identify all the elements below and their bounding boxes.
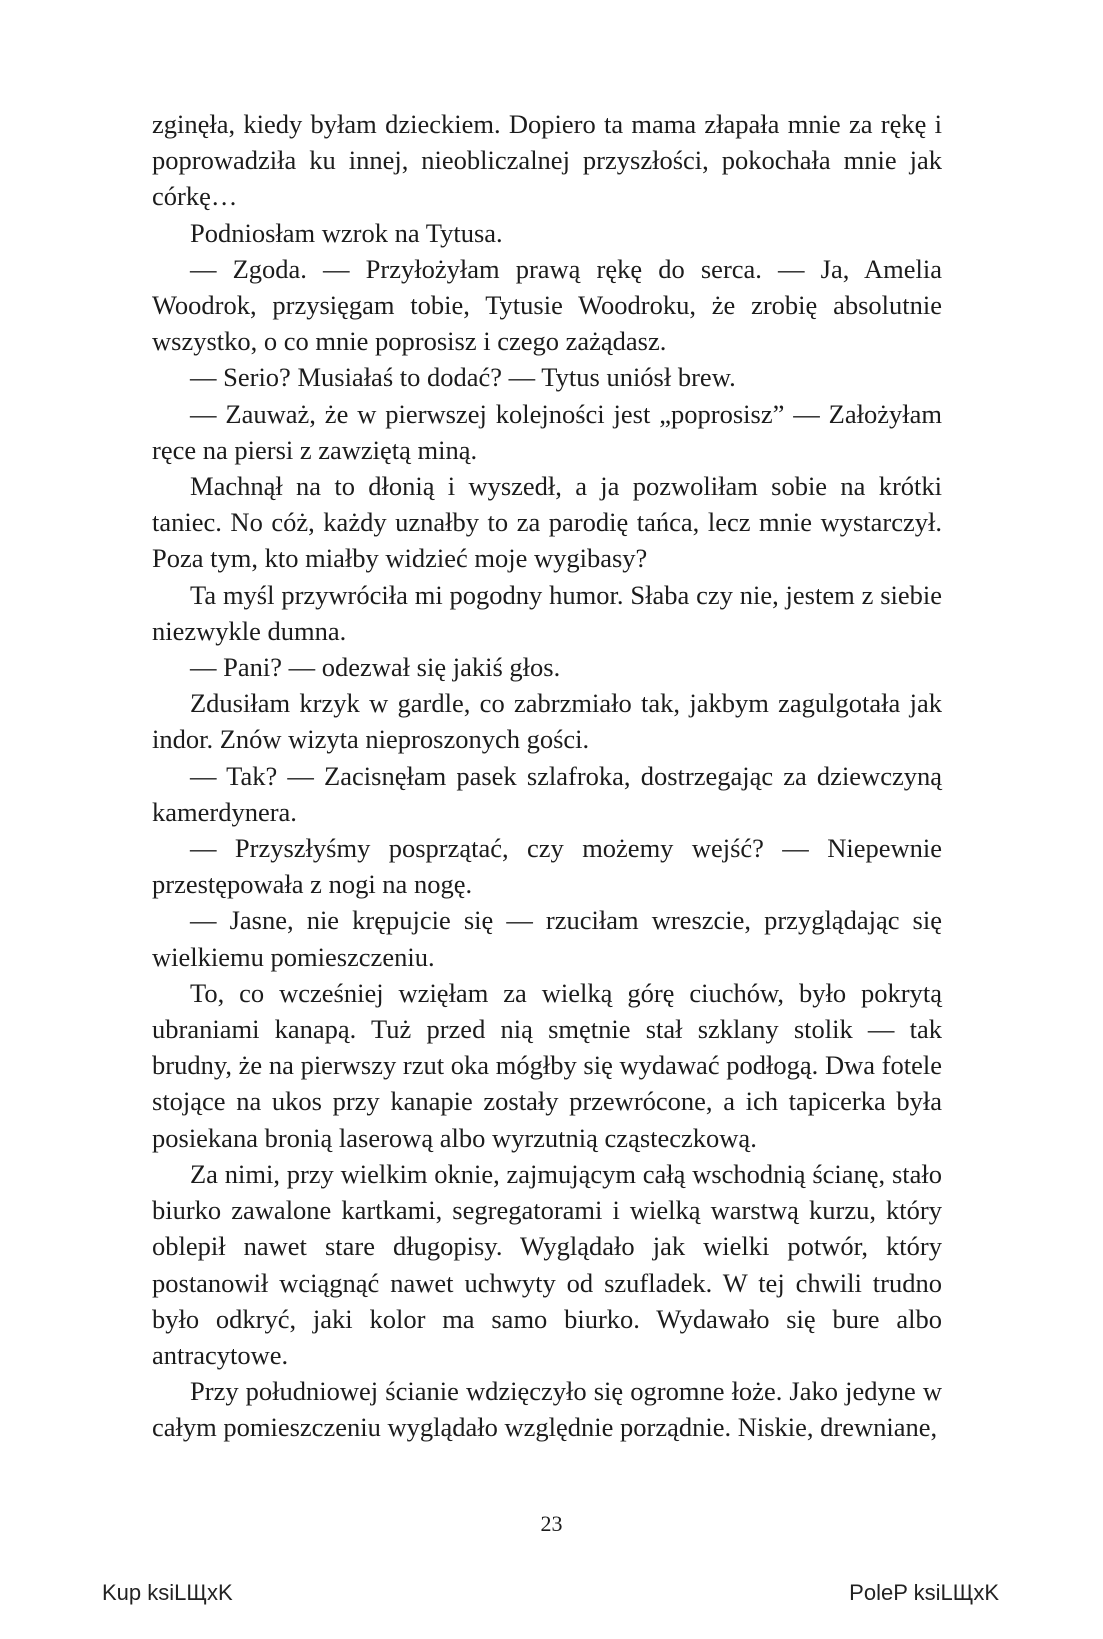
paragraph: — Tak? — Zacisnęłam pasek szlafroka, dostrzegając za dziewczyną kamerdynera. bbox=[152, 760, 942, 827]
paragraph: — Zgoda. — Przyłożyłam prawą rękę do serca. — Ja, Amelia Woodrok, przysięgam tobie, Tytusie Woodroku, że zrobię absolutnie wszystko, o co mnie poprosisz i czego zażądasz. bbox=[152, 253, 942, 357]
paragraph: Przy południowej ścianie wdzięczyło się ogromne łoże. Jako jedyne w całym pomieszczeniu wyglądało względnie porządnie. Niskie, drewniane, bbox=[152, 1376, 942, 1443]
paragraph: Machnął na to dłonią i wyszedł, a ja pozwoliłam sobie na krótki taniec. No cóż, każdy uznałby to za parodię tańca, lecz mnie wystarczył. Poza tym, kto miałby widzieć moje wygibasy? bbox=[152, 471, 942, 574]
page-body bbox=[152, 106, 942, 1446]
paragraph: — Przyszłyśmy posprzątać, czy możemy wejść? — Niepewnie przestępowała z nogi na nogę. bbox=[152, 833, 942, 900]
recommend-book-link[interactable]: PoleP ksiLЩxK bbox=[849, 1580, 999, 1605]
paragraph: — Serio? Musiałaś to dodać? — Tytus uniósł brew. bbox=[190, 362, 736, 393]
paragraph: To, co wcześniej wzięłam za wielką górę ciuchów, było pokrytą ubraniami kanapą. Tuż przed nią smętnie stał szklany stolik — tak brudny, że na pierwszy rzut oka mógłby się wydawać podłogą. Dwa fotele stojące na ukos przy kanapie zostały przewrócone, a ich tapicerka była posiekana bronią laserową albo wyrzutnią cząsteczkową. bbox=[152, 977, 942, 1153]
buy-book-link[interactable]: Kup ksiLЩxK bbox=[102, 1580, 233, 1605]
paragraph: — Zauważ, że w pierwszej kolejności jest „poprosisz” — Założyłam ręce na piersi z zawziętą miną. bbox=[152, 398, 942, 465]
paragraph: — Pani? — odezwał się jakiś głos. bbox=[190, 652, 561, 683]
paragraph: Ta myśl przywróciła mi pogodny humor. Słaba czy nie, jestem z siebie niezwykle dumna. bbox=[152, 579, 942, 646]
paragraph: Zdusiłam krzyk w gardle, co zabrzmiało tak, jakbym zagulgotała jak indor. Znów wizyta nieproszonych gości. bbox=[152, 688, 942, 755]
paragraph: Podniosłam wzrok na Tytusa. bbox=[190, 217, 503, 248]
paragraph: zginęła, kiedy byłam dzieckiem. Dopiero ta mama złapała mnie za rękę i poprowadziła ku innej, nieobliczalnej przyszłości, pokochała mnie jak córkę… bbox=[152, 109, 942, 212]
page-number: 23 bbox=[540, 1511, 563, 1536]
paragraph: — Jasne, nie krępujcie się — rzuciłam wreszcie, przyglądając się wielkiemu pomieszczeniu. bbox=[152, 905, 942, 972]
paragraph: Za nimi, przy wielkim oknie, zajmującym całą wschodnią ścianę, stało biurko zawalone kartkami, segregatorami i wielką warstwą kurzu, który oblepił nawet stare długopisy. Wyglądało jak wielki potwór, który postanowił wciągnąć nawet uchwyty od szufladek. W tej chwili trudno było odkryć, jaki kolor ma samo biurko. Wydawało się bure albo antracytowe. bbox=[152, 1158, 942, 1370]
